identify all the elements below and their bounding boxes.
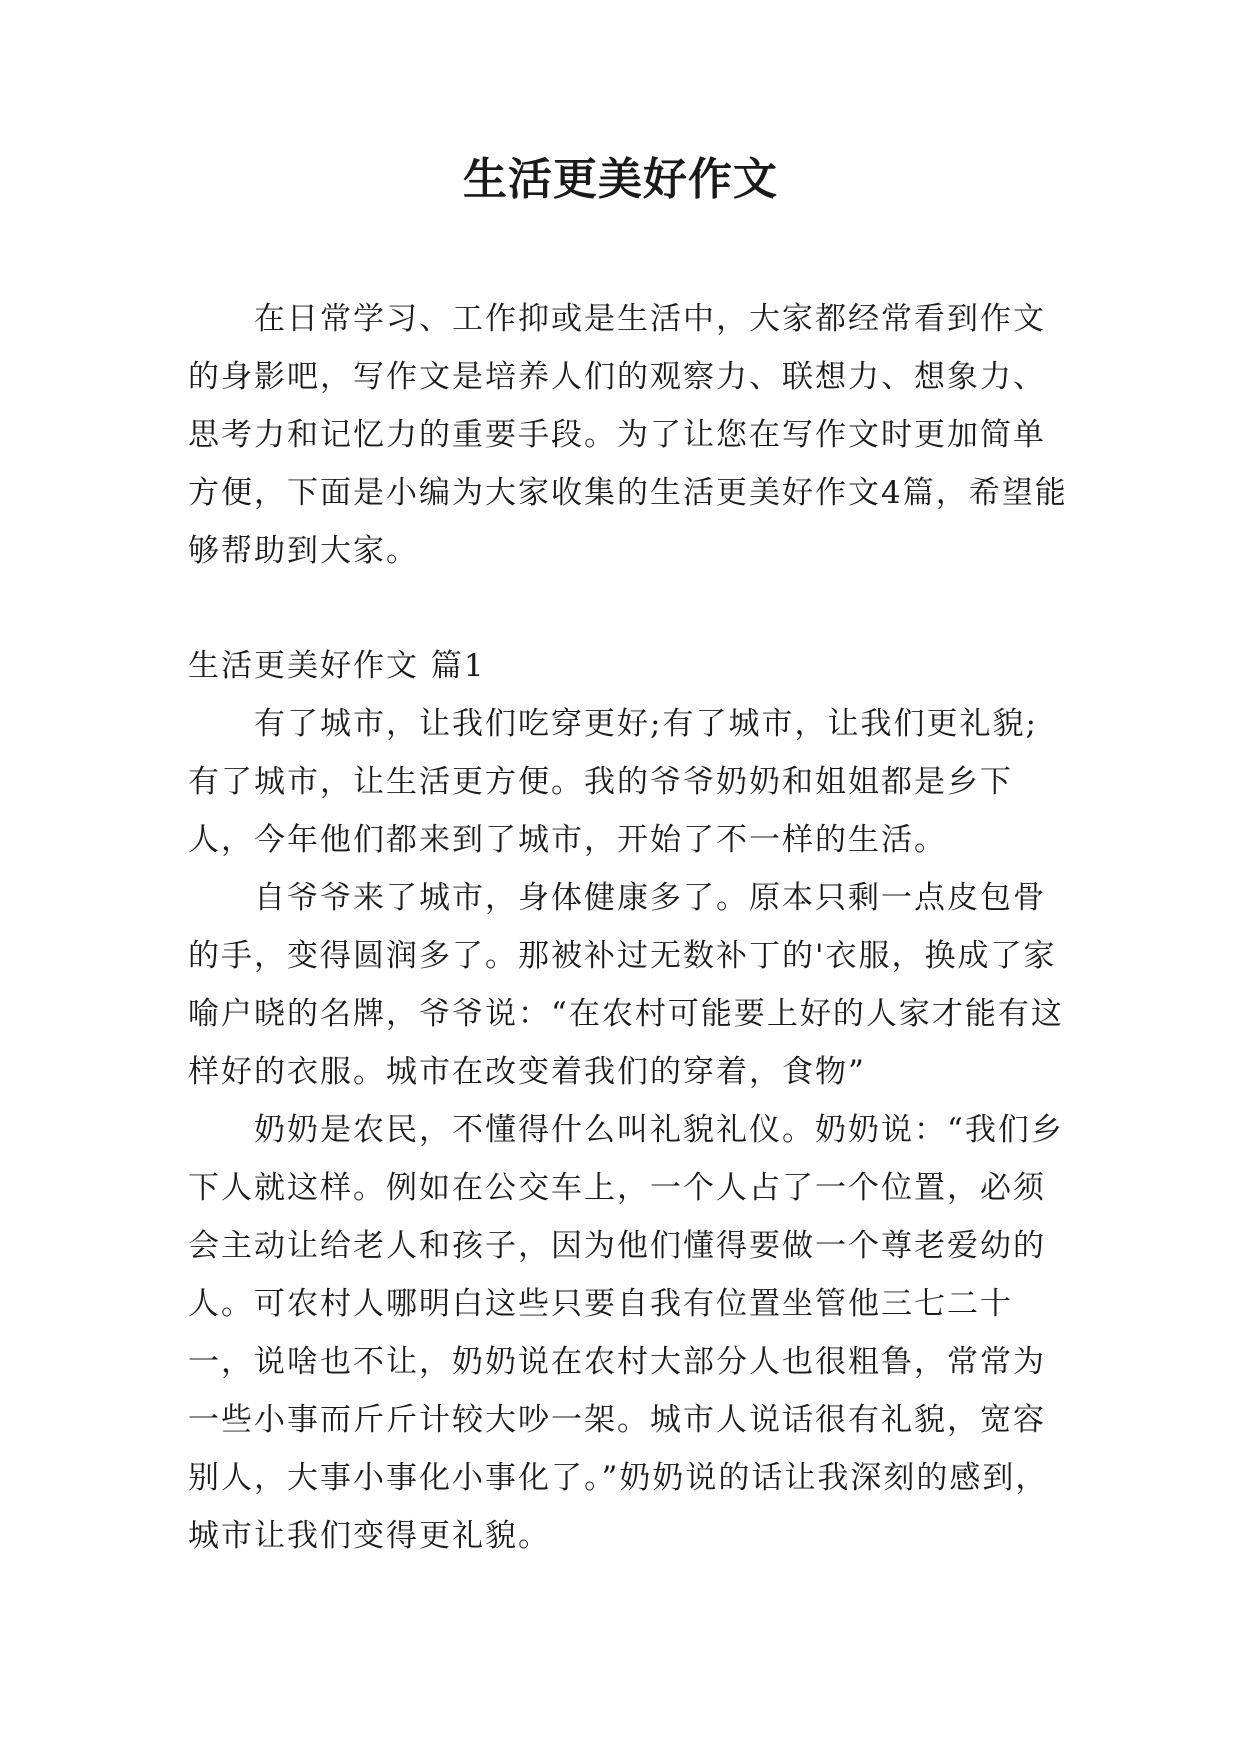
document-title: 生活更美好作文 bbox=[463, 154, 778, 205]
body-paragraph-1: 有了城市，让我们吃穿更好;有了城市，让我们更礼貌;有了城市，让生活更方便。我的爷爷奶奶和姐姐都是乡下人，今年他们都来到了城市，开始了不一样的生活。 bbox=[188, 706, 1038, 858]
body-paragraph-2: 自爷爷来了城市，身体健康多了。原本只剩一点皮包骨的手，变得圆润多了。那被补过无数补丁的'衣服，换成了家喻户晓的名牌，爷爷说：“在农村可能要上好的人家才能有这样好的衣服。城市在改变着我们的穿着，食物” bbox=[188, 880, 1064, 1090]
section-1 bbox=[188, 637, 1068, 1565]
section-heading: 生活更美好作文 篇1 bbox=[188, 648, 486, 684]
intro-block bbox=[188, 290, 1068, 580]
body-paragraph-3: 奶奶是农民，不懂得什么叫礼貌礼仪。奶奶说：“我们乡下人就这样。例如在公交车上，一个人占了一个位置，必须会主动让给老人和孩子，因为他们懂得要做一个尊老爱幼的人。可农村人哪明白这些只要自我有位置坐管他三七二十一，说啥也不让，奶奶说在农村大部分人也很粗鲁，常常为一些小事而斤斤计较大吵一架。城市人说话很有礼貌，宽容别人，大事小事化小事化了。”奶奶说的话让我深刻的感到，城市让我们变得更礼貌。 bbox=[188, 1112, 1064, 1554]
intro-paragraph: 在日常学习、工作抑或是生活中，大家都经常看到作文的身影吧，写作文是培养人们的观察力、联想力、想象力、思考力和记忆力的重要手段。为了让您在写作文时更加简单方便，下面是小编为大家收集的生活更美好作文4篇，希望能够帮助到大家。 bbox=[188, 301, 1068, 569]
